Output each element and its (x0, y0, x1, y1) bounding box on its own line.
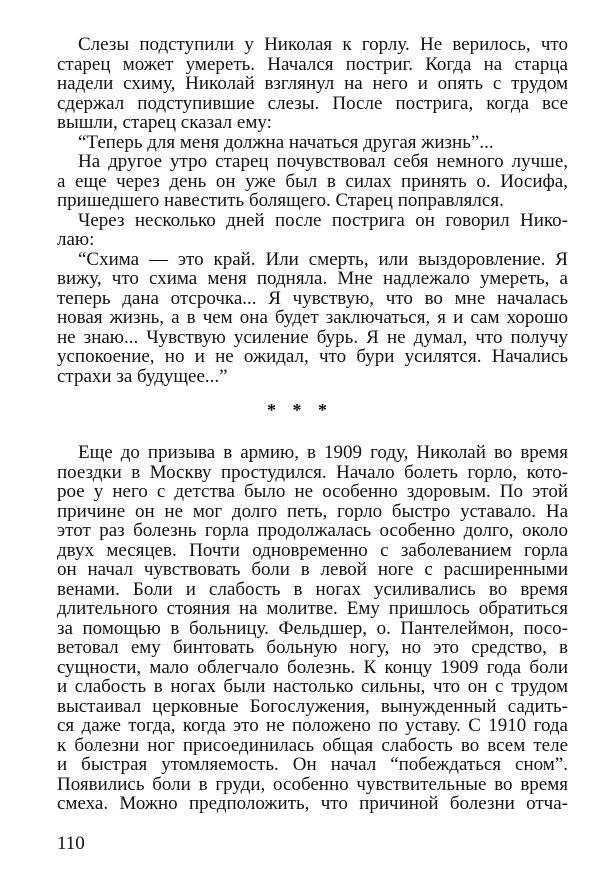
text-line: причине он не мог долго петь, горло быстро уставало. На (57, 500, 568, 522)
text-line: новая жизнь, а в чем она будет заключаться, я и сам хорошо (57, 307, 568, 328)
text-line: и быстрая утомляемость. Он начал “побеждаться сном”. (57, 754, 568, 775)
text-line: лаю: (57, 229, 95, 250)
text-line: рое у него с детства было не особенно здоровым. По этой (57, 481, 568, 502)
text-line: Появились боли в груди, особенно чувствительные во время (57, 773, 568, 795)
text-line: ветовал ему бинтовать больную ногу, но это средство, в (57, 637, 568, 658)
text-line: вышли, старец сказал ему: (57, 112, 272, 133)
text-line: не знаю... Чувствую усиление бурь. Я не думал, что получу (57, 326, 568, 348)
text-line: за помощью в больницу. Фельдшер, о. Пантелеймон, посо- (57, 617, 568, 639)
text-line: а еще через день он уже был в силах принять о. Иосифа, (57, 170, 568, 192)
text-line: страхи за будущее...” (57, 365, 228, 387)
text-line: На другое утро старец почувствовал себя немного лучше, (78, 151, 568, 172)
text-line: теперь дана отсрочка... Я чувствую, что во мне началась (57, 287, 568, 309)
text-line: двух месяцев. Почти одновременно с заболеванием горла (57, 539, 568, 561)
text-block-top (57, 35, 568, 386)
text-line: он начал чувствовать боли в левой ноге с расширенными (57, 559, 568, 580)
text-line: успокоение, но и не ожидал, что бури усилятся. Начались (57, 346, 568, 367)
text-line: этот раз болезнь горла продолжалась особенно долго, около (57, 520, 568, 541)
text-line: поездки в Москву простудился. Начало болеть горло, кото- (57, 461, 568, 483)
text-line: пришедшего навестить болящего. Старец поправлялся. (57, 190, 504, 211)
text-line: “Схима — это край. Или смерть, или выздоровление. Я (78, 248, 568, 270)
section-separator: * * * (267, 400, 333, 420)
text-line: к болезни ног присоединилась общая слабость во всем теле (57, 734, 568, 756)
text-line: Слезы подступили у Николая к горлу. Не верилось, что (78, 34, 568, 55)
text-line: “Теперь для меня должна начаться другая жизнь”... (78, 131, 494, 153)
text-line: старец может умереть. Начался постриг. Когда на старца (57, 53, 568, 75)
text-line: сущности, мало облегчало болезнь. К концу 1909 года боли (57, 656, 568, 678)
text-line: венами. Боли и слабость в ногах усиливались во время (57, 578, 568, 600)
text-line: ся даже тогда, когда это не положено по уставу. С 1910 года (57, 715, 568, 736)
text-line: надели схиму, Николай взглянул на него и опять с трудом (57, 73, 568, 94)
text-block-bottom (57, 443, 568, 814)
text-line: сдержал подступившие слезы. После пострига, когда все (57, 92, 568, 114)
text-line: и слабость в ногах были настолько сильны, что он с трудом (57, 676, 568, 697)
page-number: 110 (57, 833, 85, 854)
text-line: длительного стояния на молитве. Ему пришлось обратиться (57, 598, 568, 619)
text-line: Еще до призыва в армию, в 1909 году, Николай во время (78, 442, 568, 463)
text-line: Через несколько дней после пострига он говорил Нико- (78, 209, 568, 231)
text-line: смеха. Можно предположить, что причиной болезни отча- (57, 793, 568, 814)
text-line: выстаивал церковные Богослужения, вынужденный садить- (57, 695, 568, 717)
text-line: вижу, что схима меня подняла. Мне надлежало умереть, а (57, 268, 568, 289)
